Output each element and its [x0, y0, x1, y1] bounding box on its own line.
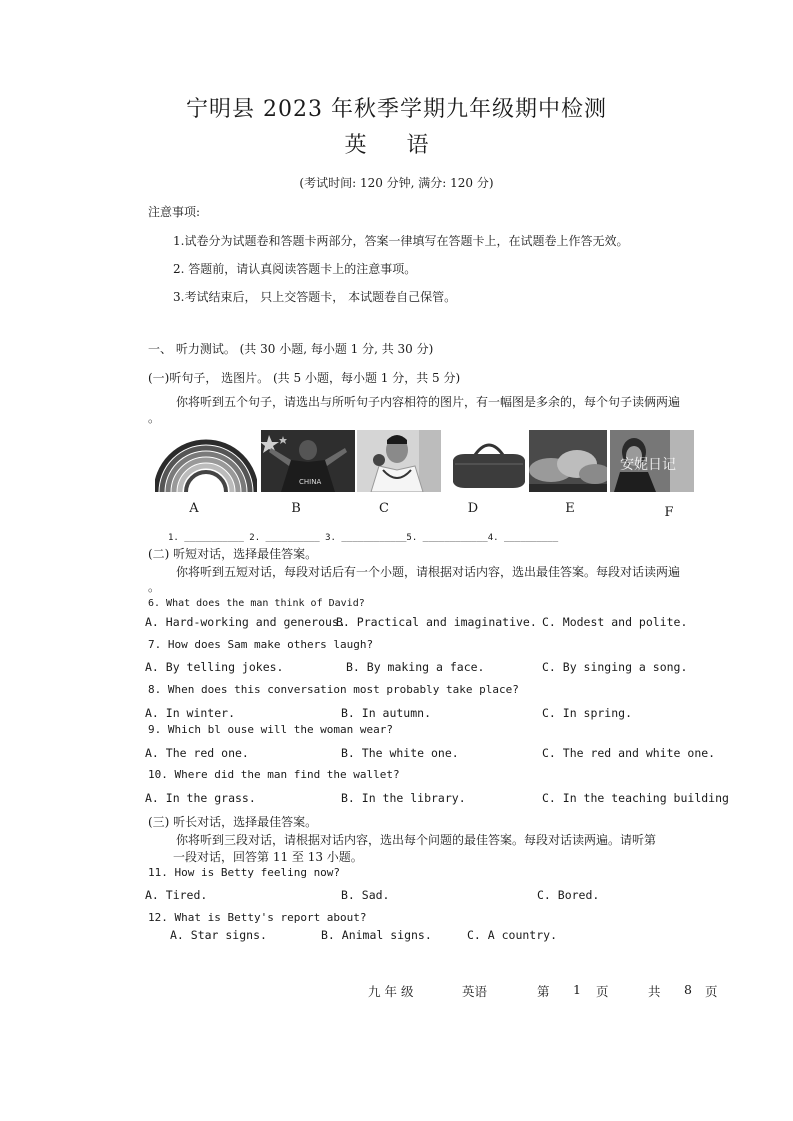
- question: 12. What is Betty's report about?: [148, 911, 367, 924]
- picture-d-bag: [445, 430, 533, 492]
- footer-page-prefix: 第: [537, 984, 550, 999]
- option-a: A. In the grass.: [145, 791, 256, 805]
- option-b: B. The white one.: [341, 746, 459, 760]
- exam-time: (考试时间: 120 分钟, 满分: 120 分): [299, 176, 494, 190]
- question: 6. What does the man think of David?: [148, 598, 365, 609]
- option-b: B. By making a face.: [346, 660, 485, 674]
- picture-label-d: D: [467, 501, 479, 516]
- question: 10. Where did the man find the wallet?: [148, 768, 400, 781]
- option-c: C. Modest and polite.: [542, 615, 688, 629]
- option-b: B. In autumn.: [341, 706, 432, 720]
- option-b: B. Animal signs.: [321, 928, 432, 942]
- footer-page-unit: 页: [596, 984, 609, 999]
- footer-total-pages: 8: [684, 982, 692, 997]
- diary-caption: 安妮日记: [620, 457, 676, 473]
- subject-title: 英语: [344, 133, 469, 158]
- subsection-heading: (三) 听长对话，选择最佳答案。: [148, 815, 318, 829]
- note-item: 3.考试结束后， 只上交答题卡， 本试题卷自己保管。: [173, 290, 457, 304]
- option-a: A. Star signs.: [170, 928, 267, 942]
- option-b: B. Sad.: [341, 888, 390, 902]
- exam-title: 宁明县 2023 年秋季学期九年级期中检测: [186, 97, 607, 122]
- option-c: C. Bored.: [537, 888, 600, 902]
- subsection-heading: (一)听句子， 选图片。 (共 5 小题，每小题 1 分，共 5 分): [148, 371, 461, 385]
- instruction-cont: 一段对话，回答第 11 至 13 小题。: [173, 850, 363, 864]
- option-c: C. By singing a song.: [542, 660, 688, 674]
- question: 8. When does this conversation most probably take place?: [148, 683, 519, 696]
- option-c: C. In the teaching building: [542, 791, 729, 805]
- picture-a-rainbow: [155, 430, 257, 492]
- picture-label-a: A: [189, 501, 199, 516]
- picture-label-e: E: [565, 501, 575, 516]
- instruction: 你将听到五短对话，每段对话后有一个小题，请根据对话内容，选出最佳答案。每段对话读两遍: [176, 565, 681, 579]
- instruction-cont: 。: [148, 580, 161, 594]
- footer-total-unit: 页: [705, 984, 718, 999]
- answer-blanks: 1. ___________ 2. __________ 3. ____________5. ____________4. __________: [168, 533, 559, 543]
- option-a: A. In winter.: [145, 706, 236, 720]
- picture-label-c: C: [379, 501, 389, 516]
- note-item: 2. 答题前，请认真阅读答题卡上的注意事项。: [173, 262, 417, 276]
- option-a: A. The red one.: [145, 746, 249, 760]
- footer-page-number: 1: [573, 982, 581, 997]
- picture-c-doctor: [357, 430, 441, 492]
- option-a: A. Hard-working and generous.: [145, 615, 346, 629]
- section-heading: 一、 听力测试。 (共 30 小题, 每小题 1 分, 共 30 分): [148, 342, 434, 356]
- question: 9. Which bl ouse will the woman wear?: [148, 723, 394, 736]
- picture-b-athlete: [261, 430, 355, 492]
- option-b: B. In the library.: [341, 791, 466, 805]
- option-a: A. By telling jokes.: [145, 660, 284, 674]
- note-item: 1.试卷分为试题卷和答题卡两部分，答案一律填写在答题卡上，在试题卷上作答无效。: [173, 234, 629, 248]
- picture-label-f: F: [664, 505, 674, 520]
- footer-grade: 九 年 级: [368, 984, 414, 999]
- instruction-cont: 。: [148, 411, 161, 425]
- picture-e-clouds: [529, 430, 607, 492]
- footer-total-prefix: 共: [648, 984, 661, 999]
- jersey-text: CHINA: [299, 478, 322, 486]
- option-a: A. Tired.: [145, 888, 208, 902]
- footer-subject: 英语: [462, 984, 488, 999]
- subsection-heading: (二) 听短对话，选择最佳答案。: [148, 547, 318, 561]
- picture-label-b: B: [291, 501, 301, 516]
- picture-f-diary: [610, 430, 694, 492]
- instruction: 你将听到五个句子，请选出与所听句子内容相符的图片，有一幅图是多余的，每个句子读俩两遍: [176, 395, 681, 409]
- option-b: B. Practical and imaginative.: [336, 615, 537, 629]
- question: 11. How is Betty feeling now?: [148, 866, 341, 879]
- question: 7. How does Sam make others laugh?: [148, 638, 374, 651]
- notes-heading: 注意事项:: [148, 205, 201, 219]
- option-c: C. The red and white one.: [542, 746, 716, 760]
- option-c: C. In spring.: [542, 706, 633, 720]
- instruction: 你将听到三段对话，请根据对话内容，选出每个问题的最佳答案。每段对话读两遍。请听第: [176, 833, 657, 847]
- option-c: C. A country.: [467, 928, 558, 942]
